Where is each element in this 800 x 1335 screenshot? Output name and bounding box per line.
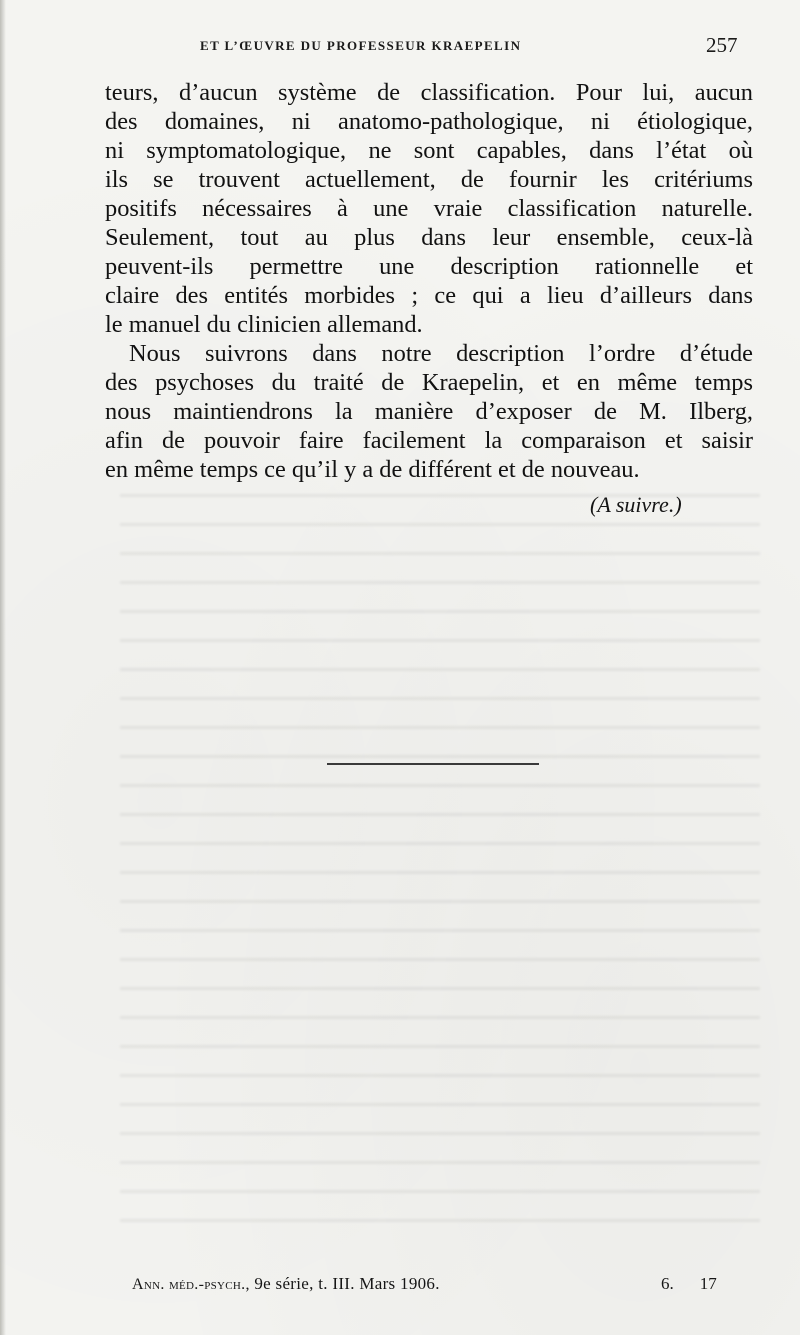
body-paragraphs xyxy=(105,78,753,484)
text-line: Nous suivrons dans notre description l’ordre d’étude xyxy=(129,340,753,367)
show-through-text xyxy=(120,480,760,1240)
text-line: nous maintiendrons la manière d’exposer de M. Ilberg, xyxy=(105,398,753,425)
text-line: teurs, d’aucun système de classification. Pour lui, aucun xyxy=(105,79,753,106)
text-line: ils se trouvent actuellement, de fournir les critériums xyxy=(105,166,753,193)
signature-sheet: 6. xyxy=(661,1274,674,1293)
volume-date: 9e série, t. III. Mars 1906. xyxy=(254,1274,440,1293)
printer-signature xyxy=(661,1274,717,1294)
text-line: positifs nécessaires à une vraie classification naturelle. xyxy=(105,195,753,222)
text-line: ni symptomatologique, ne sont capables, dans l’état où xyxy=(105,137,753,164)
to-be-continued-note: (A suivre.) xyxy=(590,492,682,517)
text-line: peuvent-ils permettre une description rationnelle et xyxy=(105,253,753,280)
text-line: afin de pouvoir faire facilement la comparaison et saisir xyxy=(105,427,753,454)
text-line: des psychoses du traité de Kraepelin, et en même temps xyxy=(105,369,753,396)
text-line: claire des entités morbides ; ce qui a lieu d’ailleurs dans xyxy=(105,282,753,309)
page-gutter-shadow xyxy=(0,0,6,1335)
section-divider xyxy=(327,763,539,765)
text-line: le manuel du clinicien allemand. xyxy=(105,311,423,338)
text-line: Seulement, tout au plus dans leur ensemble, ceux-là xyxy=(105,224,753,251)
journal-abbreviation: Ann. méd.-psych., xyxy=(132,1276,250,1293)
running-head: ET L’ŒUVRE DU PROFESSEUR KRAEPELIN xyxy=(200,38,522,53)
footer-citation xyxy=(132,1274,440,1294)
page-number: 257 xyxy=(706,33,738,57)
text-line: en même temps ce qu’il y a de différent et de nouveau. xyxy=(105,456,640,483)
text-line: des domaines, ni anatomo-pathologique, ni étiologique, xyxy=(105,108,753,135)
signature-number: 17 xyxy=(699,1274,717,1293)
